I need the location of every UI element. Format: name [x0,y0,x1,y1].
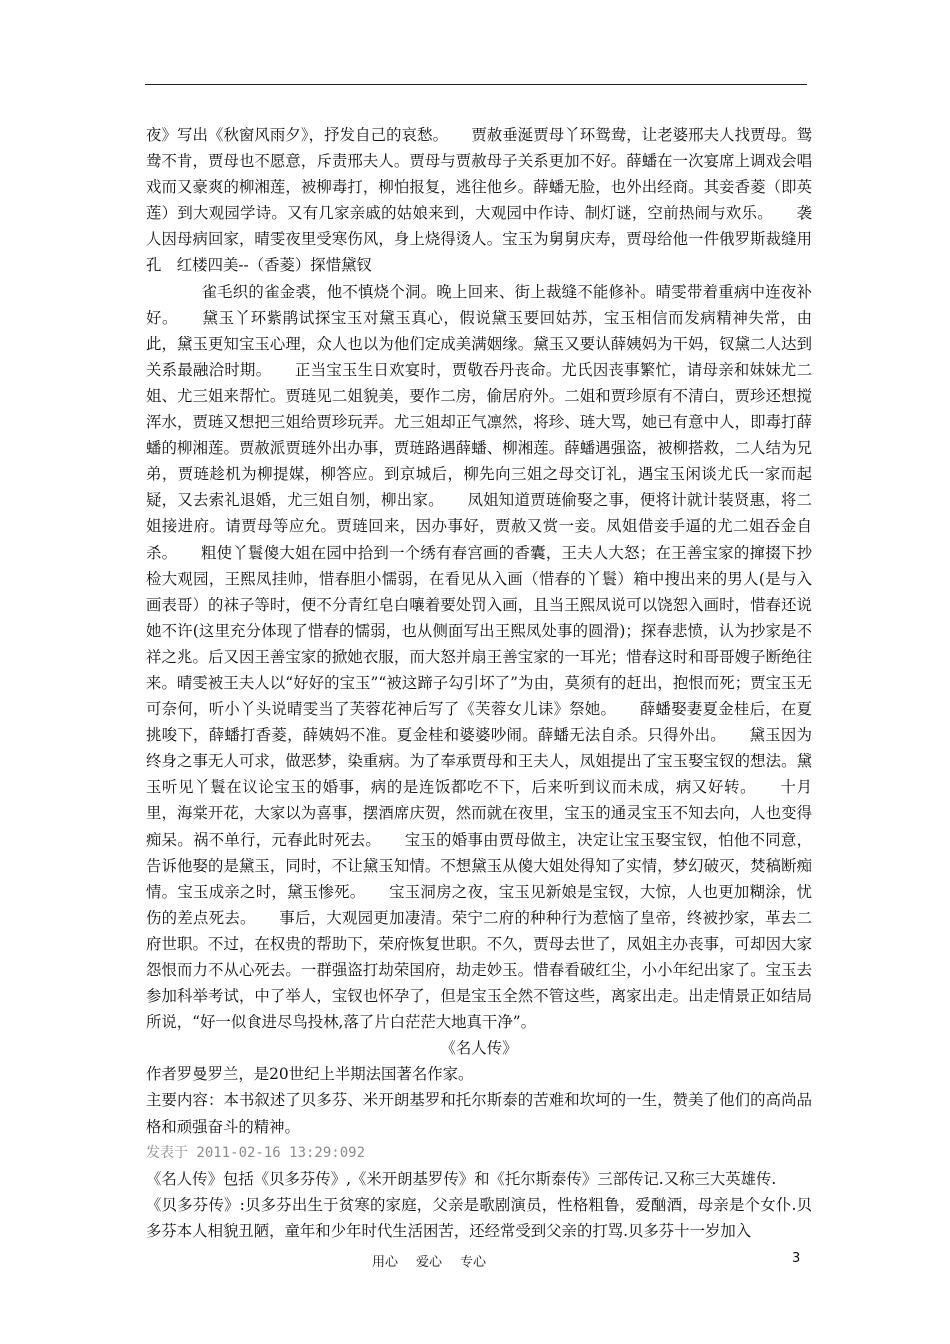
document-body [146,122,812,1244]
post-meta: 发表于 2011-02-16 13:29:092 [146,1144,366,1161]
footer-word: 用心 [372,1255,399,1270]
paragraph: 雀毛织的雀金裘，他不慎烧个洞。晚上回来、街上裁缝不能修补。晴雯带着重病中连夜补好。 黛玉丫环紫鹃试探宝玉对黛玉真心，假说黛玉要回姑苏，宝玉相信而发病精神失常，由此，黛玉更知宝玉心理，众人也以为他们定成美满姻缘。黛玉又要认薛姨妈为干妈，钗黛二人达到关系最融洽时期。 正当宝玉生日欢宴时，贾敬吞丹丧命。尤氏因丧事繁忙，请母亲和妹妹尤二姐、尤三姐来帮忙。贾琏见二姐貌美，要作二房，偷居府外。二姐和贾珍原有不清白，贾珍还想搅浑水，贾琏又想把三姐给贾珍玩弄。尤三姐却正气凛然，将珍、琏大骂，她已有意中人，即毒打薛蟠的柳湘莲。贾赦派贾琏外出办事，贾琏路遇薛蟠、柳湘莲。薛蟠遇强盗，被柳搭救，二人结为兄弟，贾琏趁机为柳提媒，柳答应。到京城后，柳先向三姐之母交订礼，遇宝玉闲谈尤氏一家而起疑，又去索礼退婚，尤三姐自刎，柳出家。 凤姐知道贾琏偷娶之事，便将计就计装贤惠，将二姐接进府。请贾母等应允。贾琏回来，因办事好，贾赦又赏一妾。凤姐借妾手逼的尤二姐吞金自杀。 粗使丫鬟傻大姐在园中拾到一个绣有春宫画的香囊，王夫人大怒；在王善宝家的撺掇下抄检大观园，王熙凤挂帅，惜春胆小懦弱，在看见从入画（惜春的丫鬟）箱中搜出来的男人(是与入画表哥）的袜子等时，便不分青红皂白嚷着要处罚入画，且当王熙凤说可以饶恕入画时，惜春还说她不许(这里充分体现了惜春的懦弱，也从侧面写出王熙凤处事的圆滑)；探春悲愤，认为抄家是不祥之兆。后又因王善宝家的掀她衣服，而大怒并扇王善宝家的一耳光；惜春这时和哥哥嫂子断绝往来。晴雯被王夫人以“好好的宝玉”“被这蹄子勾引坏了”为由，莫须有的赶出，抱恨而死；贾宝玉无可奈何，听小丫头说晴雯当了芙蓉花神后写了《芙蓉女儿诔》祭她。 薛蟠娶妻夏金桂后，在夏挑唆下，薛蟠打香菱，薛姨妈不准。夏金桂和婆婆吵闹。薛蟠无法自杀。只得外出。 黛玉因为终身之事无人可求，做恶梦，染重病。为了奉承贾母和王夫人，凤姐提出了宝玉娶宝钗的想法。黛玉听见丫鬟在议论宝玉的婚事，病的是连饭都吃不下，后来听到议而未成，病又好转。 十月里，海棠开花，大家以为喜事，摆酒席庆贺，然而就在夜里，宝玉的通灵宝玉不知去向，人也变得痴呆。祸不单行，元春此时死去。 宝玉的婚事由贾母做主，决定让宝玉娶宝钗，怕他不同意，告诉他娶的是黛玉，同时，不让黛玉知情。不想黛玉从傻大姐处得知了实情，梦幻破灭，焚稿断痴情。宝玉成亲之时，黛玉惨死。 宝玉洞房之夜，宝玉见新娘是宝钗，大惊，人也更加糊涂，忧伤的差点死去。 事后，大观园更加凄清。荣宁二府的种种行为惹恼了皇帝，终被抄家，革去二府世职。不过，在权贵的帮助下，荣府恢复世职。不久，贾母去世了，凤姐主办丧事，可却因大家怨恨而力不从心死去。一群强盗打劫荣国府，劫走妙玉。惜春看破红尘，小小年纪出家了。宝玉去参加科举考试，中了举人，宝钗也怀孕了，但是宝玉全然不管这些，离家出走。出走情景正如结局所说，“好一似食进尽鸟投林,落了片白茫茫大地真干净”。 [146,282,812,1032]
page-number: 3 [792,1251,801,1266]
footer-word: 专心 [460,1255,487,1270]
footer-word: 爱心 [416,1255,443,1270]
header-rule [145,84,807,85]
author-line: 作者罗曼罗兰，是20世纪上半期法国著名作家。 [146,1065,474,1084]
footer-motto [372,1251,504,1270]
paragraph: 夜》写出《秋窗风雨夕》，抒发自己的哀愁。 贾赦垂涎贾母丫环鸳鸯，让老婆邢夫人找贾母。鸳鸯不肯，贾母也不愿意，斥责邢夫人。贾母与贾赦母子关系更加不好。薛蟠在一次宴席上调戏会唱戏而又豪爽的柳湘莲，被柳毒打，柳怕报复，逃往他乡。薛蟠无脸，也外出经商。其妾香菱（即英莲）到大观园学诗。又有几家亲戚的姑娘来到，大观园中作诗、制灯谜，空前热闹与欢乐。 袭人因母病回家，晴雯夜里受寒伤风，身上烧得烫人。宝玉为舅舅庆寿，贾母给他一件俄罗斯裁缝用孔 红楼四美--（香菱）探惜黛钗 [146,126,812,275]
beethoven-line: 《贝多芬传》:贝多芬出生于贫寒的家庭，父亲是歌剧演员，性格粗鲁，爱酗酒，母亲是个女仆.贝多芬本人相貌丑陋，童年和少年时代生活困苦，还经常受到父亲的打骂.贝多芬十一岁加入 [146,1195,812,1240]
section-title: 《名人传》 [440,1039,518,1058]
summary-line: 主要内容：本书叙述了贝多芬、米开朗基罗和托尔斯泰的苦难和坎坷的一生，赞美了他们的高尚品格和顽强奋斗的精神。 [146,1091,812,1136]
intro-line: 《名人传》包括《贝多芬传》,《米开朗基罗传》和《托尔斯泰传》三部传记.又称三大英雄传. [146,1169,777,1188]
